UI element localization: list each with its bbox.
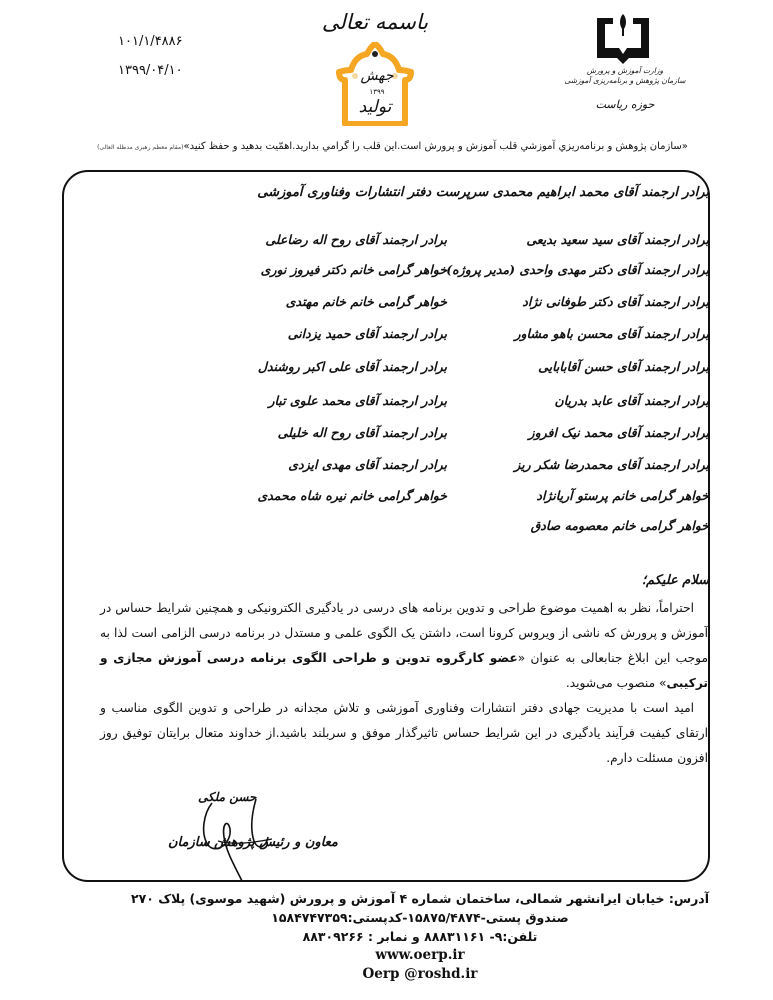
recipient-left-4: برادر ارجمند آقای حمید یزدانی (287, 326, 447, 341)
recipient-right-8: برادر ارجمند آقای محمدرضا شکر ریز (514, 457, 709, 472)
recipient-right-2: برادر ارجمند آقای دکتر مهدی واحدی (مدیر پروژه) (446, 262, 709, 277)
recipient-left-8: برادر ارجمند آقای مهدی ایزدی (288, 457, 447, 472)
letter-date: ۱۳۹۹/۰۴/۱۰ (118, 63, 183, 78)
salutation: سلام علیکم؛ (641, 573, 709, 588)
recipient-left-5: برادر ارجمند آقای علی اکبر روشندل (257, 359, 447, 374)
recipient-right-4: برادر ارجمند آقای محسن باهو مشاور (514, 326, 709, 341)
recipient-right-9: خواهر گرامی خانم پرستو آریانژاد (536, 488, 709, 503)
footer-phone: تلفن:۹- ۸۸۸۳۱۱۶۱ و نمابر : ۸۸۳۰۹۲۶۶ (302, 929, 538, 944)
signatory-title: معاون و رئیس پژوهش سازمان (168, 835, 338, 850)
recipient-right-1: برادر ارجمند آقای سید سعید بدیعی (526, 232, 709, 247)
motto-text: «سازمان پژوهش و برنامه‌ريزي آموزشي قلب آموزش و پرورش است.اين قلب را گرامي بداريد.اهمّيت بدهيد و حفظ كنيد» (183, 141, 688, 152)
letter-reference-number: ۱۰۱/۱/۴۸۸۶ (118, 34, 183, 49)
recipient-left-2: خواهر گرامی خانم دکتر فیروز نوری (260, 262, 447, 277)
recipient-left-6: برادر ارجمند آقای محمد علوی تبار (268, 393, 447, 408)
production-leap-emblem-icon (325, 42, 425, 126)
motto-source: (مقام معظم رهبری مدظله العالی) (97, 144, 184, 151)
letter-body (100, 596, 708, 771)
ministry-line1: وزارت آموزش و پرورش (586, 66, 664, 75)
footer-website-link[interactable]: www.oerp.ir (375, 947, 465, 963)
recipient-right-10: خواهر گرامی خانم معصومه صادق (530, 518, 709, 533)
body-paragraph-1: احتراماً، نظر به اهمیت موضوع طراحی و تدوین برنامه های درسی در یادگیری الکترونیکی و همچنین شرایط حساس در آموزش و پرورش که ناشی از ویروس کرونا است، داشتن یک الگوی علمی و مستدل در برنامه درسی الزامی است لذا به موجب این ابلاغ جنابعالی به عنوان «عضو کارگروه تدوین و طراحی الگوی برنامه درسی آموزش مجازی و ترکیبی» منصوب می‌شوید. (100, 601, 708, 690)
footer-address: آدرس: خیابان ایرانشهر شمالی، ساختمان شماره ۴ آموزش و پرورش (شهید موسوی) پلاک ۲۷۰ (130, 891, 710, 906)
recipient-right-5: برادر ارجمند آقای حسن آقابابایی (538, 359, 709, 374)
ministry-office: حوزه ریاست (595, 98, 655, 111)
recipient-right-6: برادر ارجمند آقای عابد بدریان (554, 393, 709, 408)
letter-footer (120, 889, 720, 984)
basmala-heading: باسمه تعالی (321, 10, 429, 34)
recipient-left-3: خواهر گرامی خانم خانم مهتدی (285, 294, 447, 309)
emblem-year: ۱۳۹۹ (369, 88, 385, 96)
recipient-right-7: برادر ارجمند آقای محمد نیک افروز (528, 425, 709, 440)
footer-postal: صندوق پستی-۱۵۸۷۵/۴۸۷۴-کدپستی:۱۵۸۴۷۴۷۳۵۹ (271, 910, 569, 925)
recipient-left-1: برادر ارجمند آقای روح اله رضاعلی (265, 232, 447, 247)
signatory-name: حسن ملکی (198, 790, 257, 804)
emblem-line2: تولید (358, 97, 392, 117)
ministry-logo-icon (593, 12, 653, 64)
body-paragraph-2: امید است با مدیریت جهادی دفتر انتشارات وفناوری آموزشی و تلاش مجدانه در طراحی و تدوین الگوی مناسب و ارتقای کیفیت فرآیند یادگیری در این شرایط حساس تاثیرگذار موفق و سربلند باشید.از خداوند متعال برایتان توفیق روز افزون مسئلت دارم. (100, 701, 708, 765)
motto-quote (90, 141, 695, 152)
recipient-left-7: برادر ارجمند آقای روح اله خلیلی (277, 425, 447, 440)
appointment-title: عضو کارگروه تدوین و طراحی الگوی برنامه درسی آموزش مجازی و ترکیبی (100, 651, 708, 690)
recipient-head: برادر ارجمند آقای محمد ابراهیم محمدی سرپرست دفتر انتشارات وفناوری آموزشی (257, 185, 709, 200)
recipient-left-9: خواهر گرامی خانم نیره شاه محمدی (257, 488, 447, 503)
recipient-right-3: برادر ارجمند آقای دکتر طوفانی نژاد (522, 294, 709, 309)
emblem-line1: جهش (360, 68, 394, 84)
footer-email-link[interactable]: Oerp @roshd.ir (362, 966, 478, 982)
ministry-name (560, 66, 690, 86)
ministry-line2: سازمان پژوهش و برنامه‌ریزی آموزشی (564, 76, 686, 85)
